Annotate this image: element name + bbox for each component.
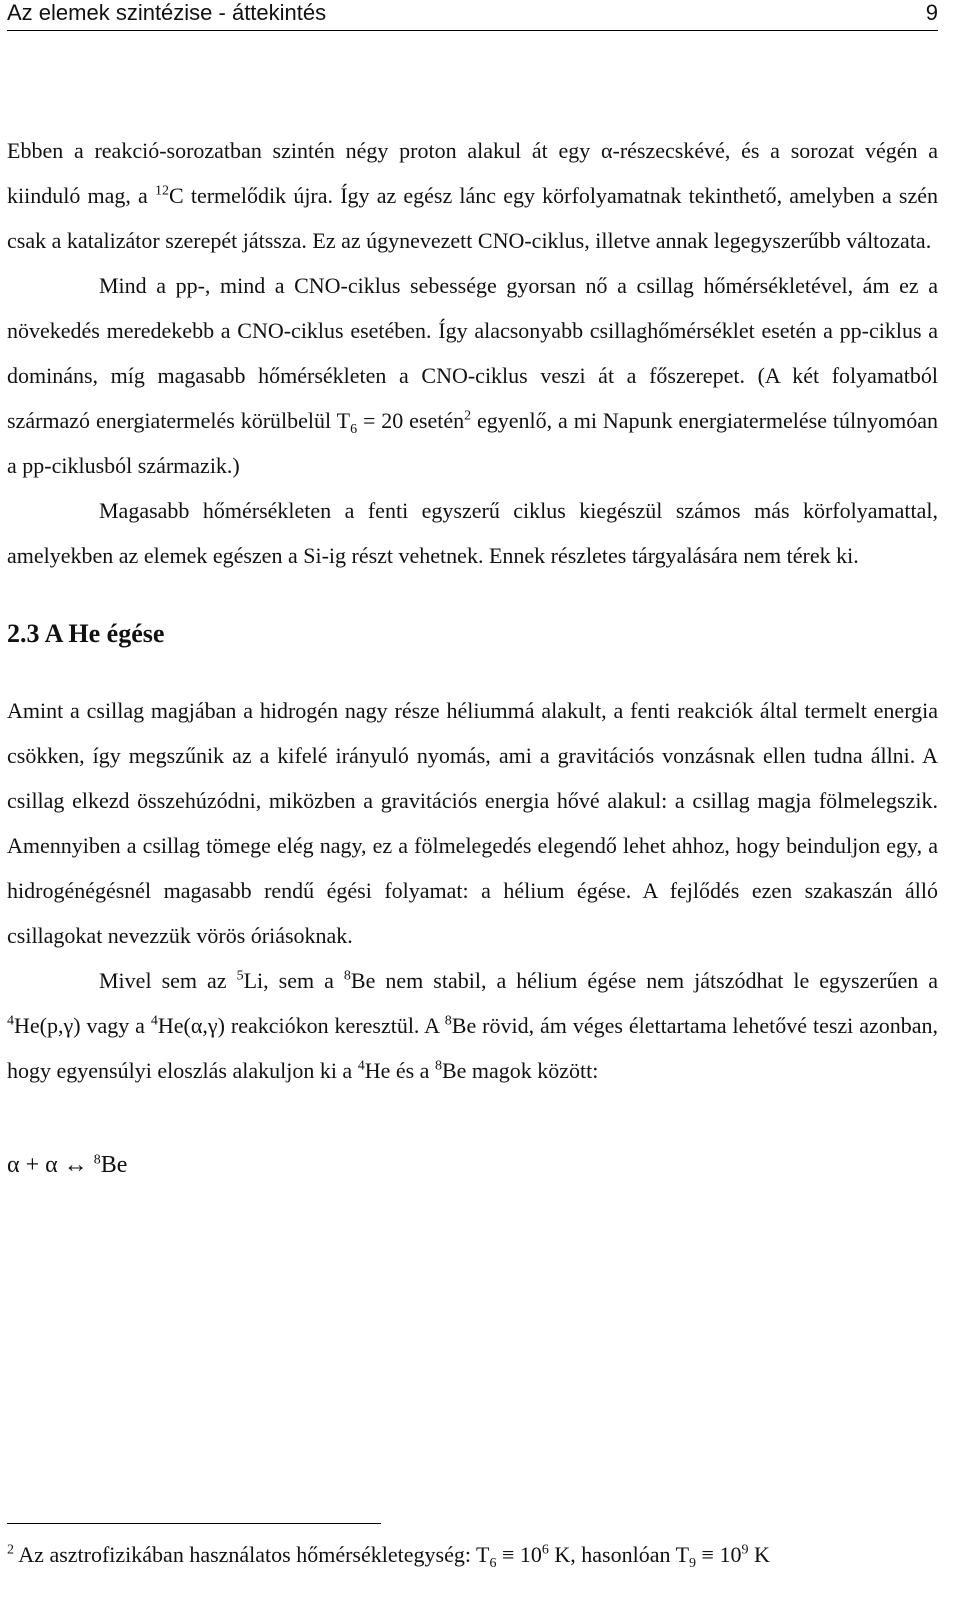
- footnote-reference: 2: [464, 408, 472, 424]
- paragraph-helium-burning: [7, 688, 938, 958]
- mass-number-superscript: 8: [93, 1152, 101, 1168]
- paragraph-higher-temperature: [7, 488, 938, 578]
- paragraph-cycle-rates: [7, 263, 938, 488]
- mass-number-superscript: 8: [444, 1013, 452, 1029]
- subscript: 9: [689, 1555, 697, 1571]
- footnote: [7, 1535, 938, 1575]
- text: Magasabb hőmérsékleten a fenti egyszerű ciklus kiegészül számos más körfolyamattal, amelyekben az elemek egészen a Si-ig részt vehetnek. Ennek részletes tárgyalására nem térek ki.: [7, 498, 938, 568]
- page-number: 9: [925, 0, 938, 25]
- text: He és a: [364, 1058, 435, 1083]
- text: K: [748, 1542, 770, 1567]
- mass-number-superscript: 4: [357, 1058, 365, 1074]
- document-page: [7, 0, 938, 1607]
- header-title: Az elemek szintézise - áttekintés: [7, 0, 327, 25]
- text: egyenlő, a mi Napunk energiatermelése túlnyomóan a pp-ciklusból származik.): [7, 408, 938, 478]
- mass-number-superscript: 5: [236, 968, 244, 984]
- subscript: 6: [350, 421, 358, 437]
- mass-number-superscript: 8: [434, 1058, 442, 1074]
- formula-lhs: α + α ↔: [7, 1152, 94, 1178]
- mass-number-superscript: 4: [7, 1013, 14, 1029]
- text: Mivel sem az: [99, 968, 237, 993]
- text: He(α,γ) reakciókon keresztül. A: [157, 1013, 445, 1038]
- text: C termelődik újra. Így az egész lánc egy körfolyamatnak tekinthető, amelyben a szén csak a katalizátor szerepét játssza. Ez az úgynevezett CNO-ciklus, illetve annak legegyszerűbb változata.: [7, 183, 938, 253]
- paragraph-beryllium: [7, 958, 938, 1093]
- text: Be rövid, ám véges élettartama lehetővé teszi azonban, hogy egyensúlyi eloszlás alakuljon ki a: [7, 1013, 939, 1083]
- text: Ebben a reakció-sorozatban szintén négy proton alakul át egy: [7, 138, 601, 163]
- running-header: [7, 0, 938, 31]
- text: Amint a csillag magjában a hidrogén nagy része héliummá alakult, a fenti reakciók által termelt energia csökken, így megszűnik az a kifelé irányuló nyomás, ami a gravitációs vonzásnak ellen tudna állni. A csillag elkezd összehúzódni, miközben a gravitációs energia hővé alakul: a csillag magja fölmelegszik. Amennyiben a csillag tömege elég nagy, ez a fölmelegedés elegendő lehet ahhoz, hogy beinduljon egy, a hidrogénégésnél magasabb rendű égési folyamat: a hélium égése. A fejlődés ezen szakaszán álló csillagokat nevezzük vörös óriásoknak.: [7, 698, 938, 948]
- footnote-mark: 2: [7, 1542, 14, 1558]
- mass-number-superscript: 4: [150, 1013, 158, 1029]
- text: Az asztrofizikában használatos hőmérsékletegység: T: [14, 1542, 490, 1567]
- text: ≡ 10: [496, 1542, 542, 1567]
- alpha-symbol: α: [600, 138, 613, 163]
- text: K, hasonlóan T: [548, 1542, 690, 1567]
- text: ≡ 10: [696, 1542, 742, 1567]
- mass-number-superscript: 8: [343, 968, 351, 984]
- text: = 20 esetén: [357, 408, 465, 433]
- exponent: 6: [541, 1542, 549, 1558]
- text: -részecskévé, és a sorozat végén a kiinduló mag, a: [7, 138, 939, 208]
- text: Mind a pp-, mind a CNO-ciklus sebessége gyorsan nő a csillag hőmérsékletével, ám ez a növekedés meredekebb a CNO-ciklus esetében. Így alacsonyabb csillaghőmérséklet esetén a pp-ciklus a domináns, míg magasabb hőmérsékleten a CNO-ciklus veszi át a főszerepet. (A két folyamatból származó energiatermelés körülbelül T: [7, 273, 938, 433]
- formula-rhs: Be: [100, 1152, 128, 1178]
- text: Be nem stabil, a hélium égése nem játszódhat le egyszerűen a: [350, 968, 938, 993]
- exponent: 9: [741, 1542, 749, 1558]
- subscript: 6: [489, 1555, 497, 1571]
- section-heading: 2.3 A He égése: [7, 619, 165, 648]
- reaction-formula: [7, 1145, 938, 1185]
- text: Be magok között:: [441, 1058, 599, 1083]
- text: He(p,γ) vagy a: [14, 1013, 151, 1038]
- text: Li, sem a: [243, 968, 344, 993]
- paragraph-cno-cycle: [7, 128, 938, 263]
- footnote-separator: [7, 1523, 381, 1524]
- mass-number-superscript: 12: [155, 183, 169, 199]
- body-content: [7, 128, 938, 1185]
